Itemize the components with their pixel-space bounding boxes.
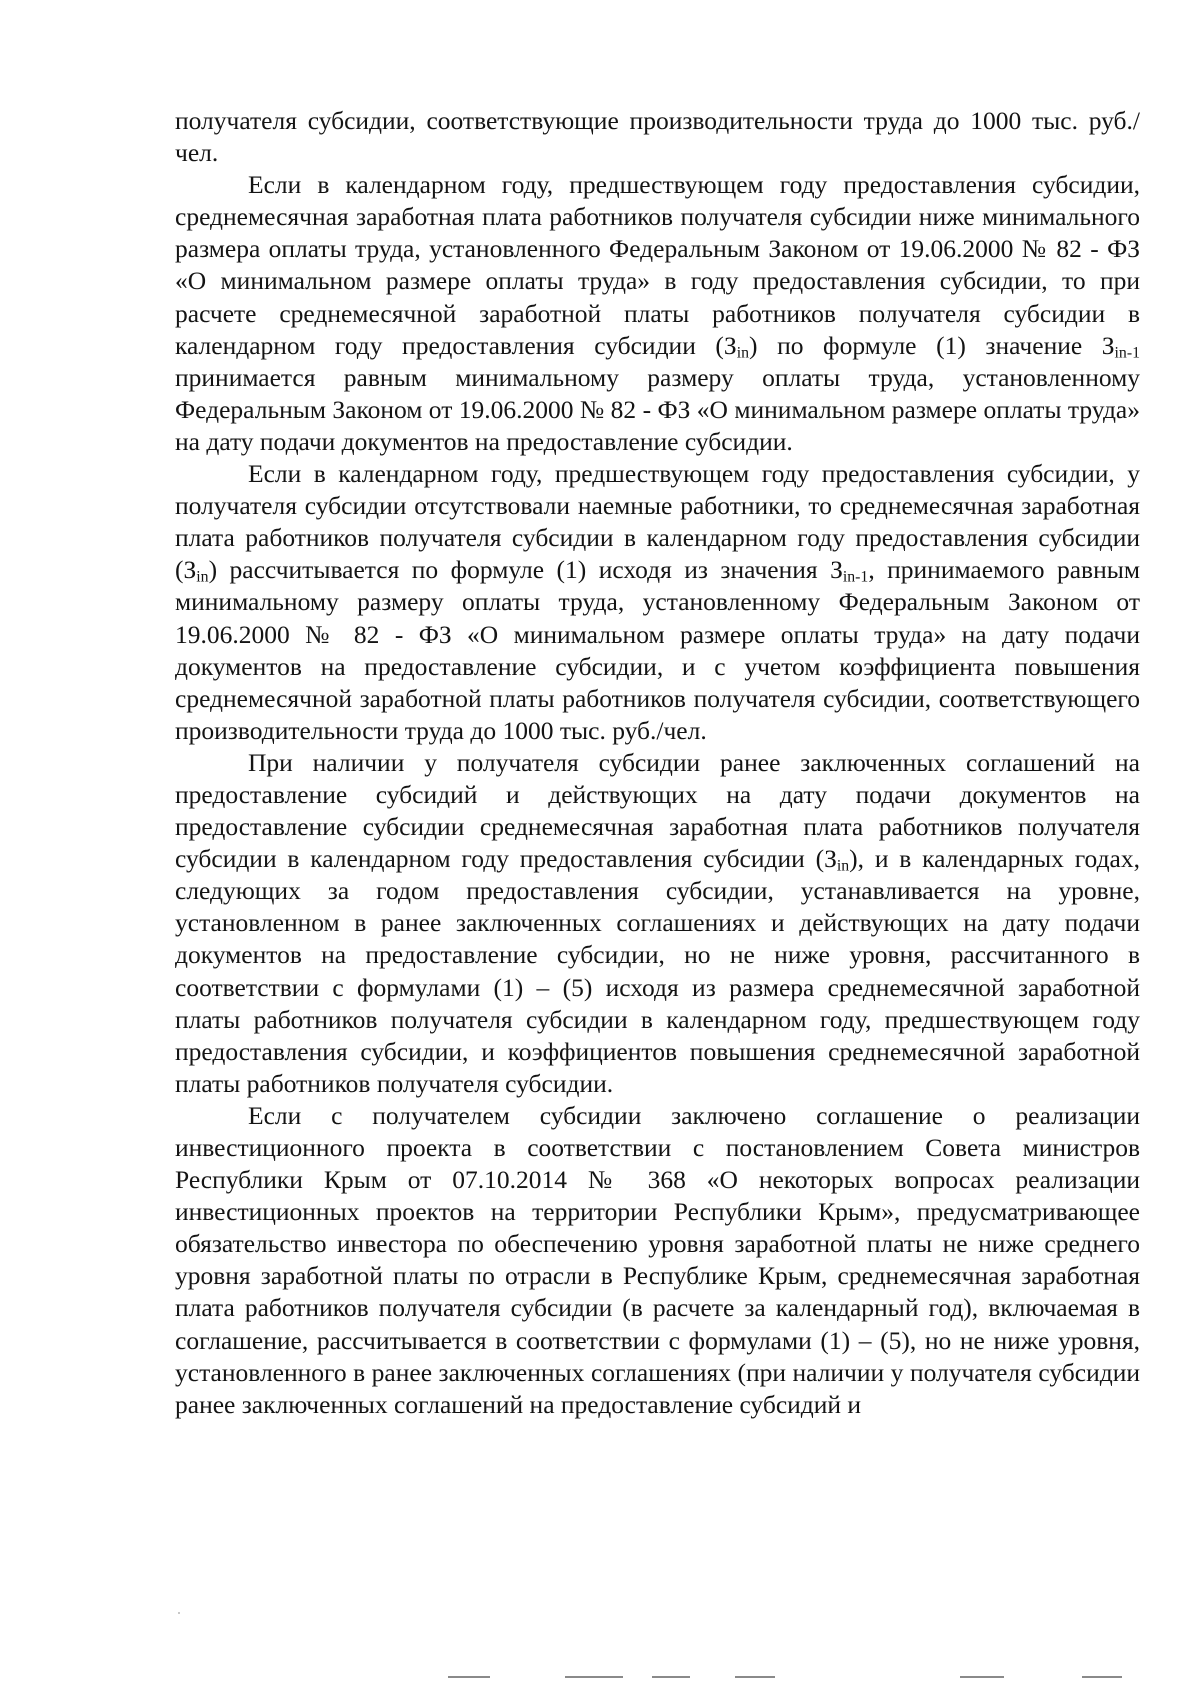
paragraph-3 [175, 458, 1140, 747]
subscript: in-1 [1114, 344, 1140, 362]
paragraph-5 [175, 1100, 1140, 1421]
paragraph-text: Если в календарном году, предшествующем году предоставления субсидии, у получателя субсидии отсутствовали наемные работники, то среднемесячная заработная плата работников получателя субсидии в календарном году предоставления субсидии (З [175, 459, 1140, 585]
paragraph-text: ) по формуле (1) значение З [749, 330, 1115, 360]
paragraph-text: ), и в календарных годах, следующих за годом предоставления субсидии, устанавливается на уровне, установленном в ранее заключенных соглашениях и действующих на дату подачи документов на предоставление субсидии, но не ниже уровня, рассчитанного в соответствии с формулами (1) – (5) исходя из размера среднемесячной заработной платы работников получателя субсидии в календарном году, предшествующем году предоставления субсидии, и коэффициентов повышения среднемесячной заработной платы работников получателя субсидии. [175, 844, 1140, 1098]
subscript: in [736, 344, 749, 362]
paragraph-text: , принимаемого равным минимальному размеру оплаты труда, установленному Федеральным Законом от 19.06.2000 № 82 - ФЗ «О минимальном размере оплаты труда» на дату подачи документов на предоставление субсидии, и с учетом коэффициента повышения среднемесячной заработной платы работников получателя субсидии, соответствующего производительности труда до 1000 тыс. руб./чел. [175, 555, 1141, 745]
paragraph-4 [175, 747, 1140, 1100]
paragraph-2 [175, 169, 1140, 458]
scan-mark [735, 1676, 775, 1678]
paragraph-text: Если с получателем субсидии заключено соглашение о реализации инвестиционного проекта в соответствии с постановлением Совета министров Республики Крым от 07.10.2014 № 368 «О некоторых вопросах реализации инвестиционных проектов на территории Республики Крым», предусматривающее обязательство инвестора по обеспечению уровня заработной платы не ниже среднего уровня заработной платы по отрасли в Республике Крым, среднемесячная заработная плата работников получателя субсидии (в расчете за календарный год), включаемая в соглашение, рассчитывается в соответствии с формулами (1) – (5), но не ниже уровня, установленного в ранее заключенных соглашениях (при наличии у получателя субсидии ранее заключенных соглашений на предоставление субсидий и [175, 1100, 1140, 1419]
scan-bottom-edge [0, 1676, 1200, 1682]
paragraph-text: получателя субсидии, соответствующие производительности труда до 1000 тыс. руб./чел. [175, 106, 1140, 168]
document-page [175, 105, 1140, 1421]
subscript: in-1 [842, 568, 869, 586]
scan-speck [178, 1612, 180, 1614]
paragraph-text: принимается равным минимальному размеру оплаты труда, установленному Федеральным Законом от 19.06.2000 № 82 - ФЗ «О минимальном размере оплаты труда» на дату подачи документов на предоставление субсидии. [175, 362, 1140, 456]
paragraph-text: Если в календарном году, предшествующем году предоставления субсидии, среднемесячная заработная плата работников получателя субсидии ниже минимального размера оплаты труда, установленного Федеральным Законом от 19.06.2000 № 82 - ФЗ «О минимальном размере оплаты труда» в году предоставления субсидии, то при расчете среднемесячной заработной платы работников получателя субсидии в календарном году предоставления субсидии (З [175, 170, 1140, 360]
scan-mark [565, 1676, 623, 1678]
paragraph-text: ) рассчитывается по формуле (1) исходя из значения З [208, 555, 843, 585]
scan-mark [652, 1676, 690, 1678]
subscript: in [196, 568, 209, 586]
subscript: in [836, 857, 850, 875]
scan-mark [448, 1676, 490, 1678]
scan-mark [960, 1676, 1004, 1678]
scan-mark [1082, 1676, 1122, 1678]
paragraph-1 [175, 105, 1140, 169]
paragraph-text: При наличии у получателя субсидии ранее заключенных соглашений на предоставление субсидий и действующих на дату подачи документов на предоставление субсидии среднемесячная заработная плата работников получателя субсидии в календарном году предоставления субсидии (З [175, 747, 1140, 874]
